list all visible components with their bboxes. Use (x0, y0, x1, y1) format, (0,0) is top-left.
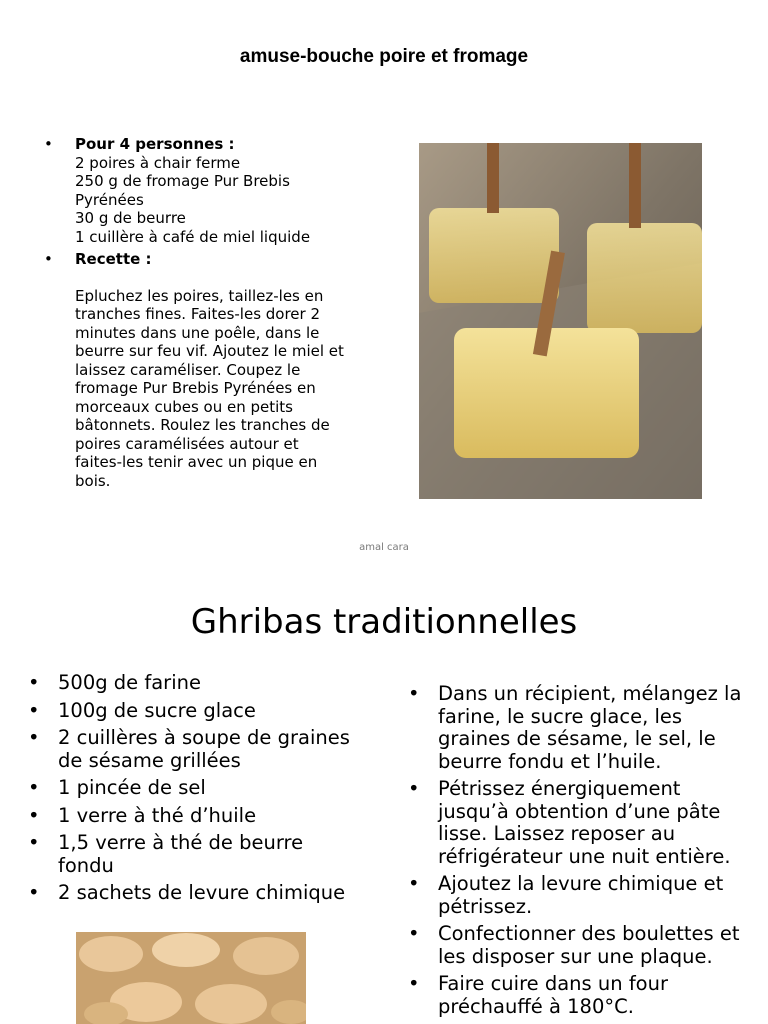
list-item (408, 973, 748, 1018)
bullet: • (28, 671, 40, 694)
ingredient-text: 2 cuillères à soupe de graines de sésame grillées (58, 726, 350, 772)
list-item (408, 923, 748, 968)
bullet: • (408, 972, 420, 995)
step-text: Ajoutez la levure chimique et pétrissez. (438, 872, 724, 918)
ingredient-line: 2 poires à chair ferme (75, 153, 241, 172)
ingredient-line: 1 cuillère à café de miel liquide (75, 227, 311, 246)
list-item (28, 805, 358, 828)
bullet: • (28, 803, 40, 827)
bullet: • (28, 776, 40, 799)
list-item (44, 135, 344, 246)
slide1-title: amuse-bouche poire et fromage (239, 46, 529, 67)
ingredient-text: 1,5 verre à thé de beurre fondu (58, 831, 304, 877)
bullet: • (44, 250, 53, 268)
list-item (28, 672, 358, 695)
ingredient-line: 30 g de beurre (75, 209, 186, 227)
list-item (408, 873, 748, 918)
bullet: • (28, 881, 40, 904)
bullet: • (28, 726, 40, 749)
ingredient-text: 500g de farine (58, 671, 201, 694)
bullet: • (408, 872, 420, 895)
ingredients-list (28, 672, 358, 910)
bullet: • (28, 698, 40, 722)
slide2-title: Ghribas traditionnelles (190, 602, 578, 642)
pear-cheese-photo (419, 143, 702, 499)
servings-label: Pour 4 personnes : (75, 135, 235, 153)
list-item (408, 778, 748, 868)
pear-recipe-list (44, 135, 344, 490)
ingredient-text: 100g de sucre glace (58, 698, 256, 722)
recipe-label: Recette : (75, 250, 152, 268)
ingredient-text: 2 sachets de levure chimique (58, 881, 346, 904)
list-item (408, 683, 748, 773)
step-text: Pétrissez énergiquement jusqu’à obtention d’une pâte lisse. Laissez reposer au réfrigérateur une nuit entière. (438, 777, 731, 868)
list-item (44, 250, 344, 490)
steps-list (408, 683, 748, 1023)
ghribas-cookie-photo (76, 932, 306, 1024)
list-item (28, 777, 358, 800)
footer-credit: amal cara (359, 542, 409, 553)
step-text: Dans un récipient, mélangez la farine, le sucre glace, les graines de sésame, le sel, le beurre fondu et l’huile. (438, 682, 742, 773)
list-item (28, 832, 358, 877)
ingredient-text: 1 verre à thé d’huile (58, 803, 257, 827)
step-text: Faire cuire dans un four préchauffé à 180°C. (438, 972, 668, 1018)
ingredient-line: 250 g de fromage Pur Brebis Pyrénées (75, 172, 290, 209)
list-item (28, 727, 358, 772)
recipe-text: Epluchez les poires, taillez-les en tranches fines. Faites-les dorer 2 minutes dans une poêle, dans le beurre sur feu vif. Ajoutez le miel et laissez caraméliser. Coupez le fromage Pur Brebis Pyrénées en morceaux cubes ou en petits bâtonnets. Roulez les tranches de poires caramélisées autour et faites-les tenir avec un pique en bois. (75, 286, 344, 490)
list-item (28, 882, 358, 905)
step-text: Confectionner des boulettes et les disposer sur une plaque. (438, 922, 740, 968)
bullet: • (28, 831, 40, 854)
bullet: • (408, 682, 420, 705)
bullet: • (408, 777, 420, 800)
ingredient-text: 1 pincée de sel (58, 776, 206, 799)
bullet: • (44, 135, 53, 153)
bullet: • (408, 922, 420, 945)
list-item (28, 700, 358, 723)
